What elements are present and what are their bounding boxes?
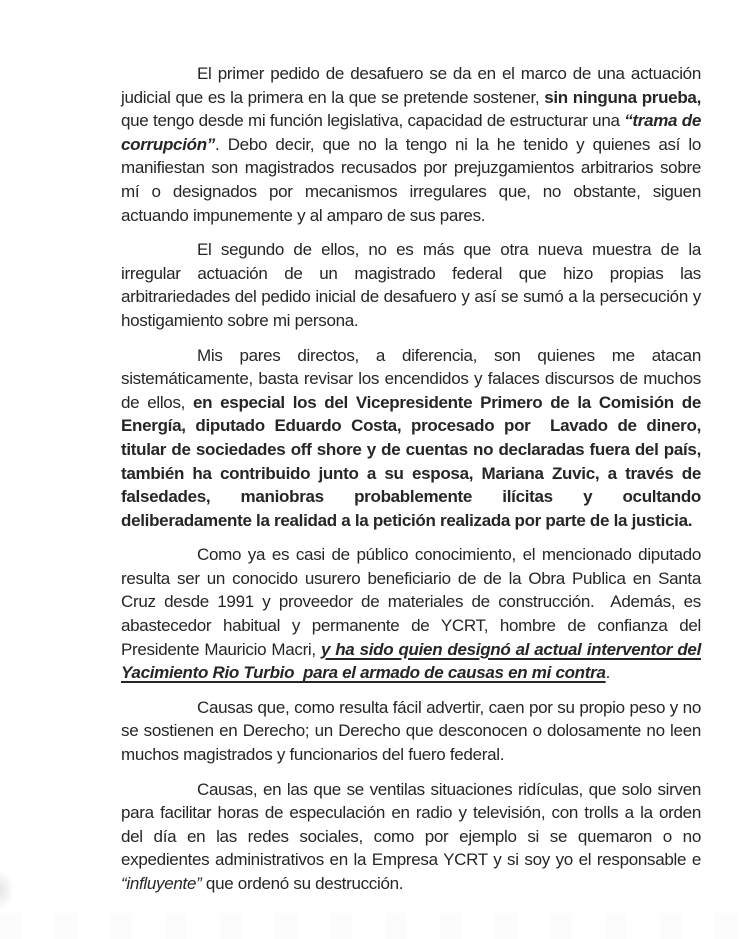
text-run: sin ninguna prueba, [544,87,701,107]
text-run: . Debo decir, que no la tengo ni la he tenido y quienes así lo manifiestan son magistrados recusados por prejuzgamientos arbitrarios sobre mí o designados por mecanismos irregulares que, no obstante, siguen actuando impunemente y al amparo de sus pares. [121,134,701,225]
text-run: “influyente” [121,874,202,893]
scan-artifact-bottom [0,913,750,939]
text-run: en especial los del Vicepresidente Primero de la Comisión de Energía, diputado Eduardo Costa, procesado por Lavado de dinero, titular de sociedades off shore y de cuentas no declaradas fuera del país, también ha contribuido junto a su esposa, Mariana Zuvic, a través de falsedades, maniobras probablemente ilícitas y ocultando deliberadamente la realidad a la petición realizada por parte de la justicia. [121,392,702,530]
paragraph-6 [121,778,701,896]
scan-artifact-left [0,870,14,910]
text-run: y ha sido quien designó al actual interventor del Yacimiento Rio Turbio para el armado de causas en mi contra [121,639,702,683]
text-run: Causas, en las que se ventilas situaciones ridículas, que solo sirven para facilitar horas de especulación en radio y televisión, con trolls a la orden del día en las redes sociales, como por ejemplo si se quemaron o no expedientes administrativos en la Empresa YCRT y si soy yo el responsable e [121,779,701,870]
text-run: El primer pedido de desafuero se da en el marco de una actuación judicial que es la primera en la que se pretende sostener, [121,64,701,107]
text-run: que tengo desde mi función legislativa, capacidad de estructurar una [121,111,625,131]
text-run: Como ya es casi de público conocimiento, el mencionado diputado resulta ser un conocido usurero beneficiario de de la Obra Publica en Santa Cruz desde 1991 y proveedor de materiales de construcción. Además, es abastecedor habitual y permanente de YCRT, hombre de confianza del Presidente Mauricio Macri, [121,545,701,659]
text-run: Mis pares directos, a diferencia, son quienes me atacan sistemáticamente, basta revisar los encendidos y falaces discursos de muchos de ellos, [121,345,701,412]
text-run: Causas que, como resulta fácil advertir, caen por su propio peso y no se sostienen en Derecho; un Derecho que desconocen o dolosamente no leen muchos magistrados y funcionarios del fuero federal. [121,697,701,765]
paragraph-2 [121,238,701,332]
text-run: El segundo de ellos, no es más que otra nueva muestra de la irregular actuación de un magistrado federal que hizo propias las arbitrariedades del pedido inicial de desafuero y así se sumó a la persecución y hostigamiento sobre mi persona. [121,240,701,330]
text-run: que ordenó su destrucción. [201,874,404,893]
text-run: “trama de corrupción” [121,111,701,154]
paragraph-3 [121,344,701,533]
text-run: . [605,663,611,683]
document-body [121,62,701,896]
paragraph-4 [121,543,701,685]
paragraph-1 [121,62,701,227]
paragraph-5 [121,696,701,767]
